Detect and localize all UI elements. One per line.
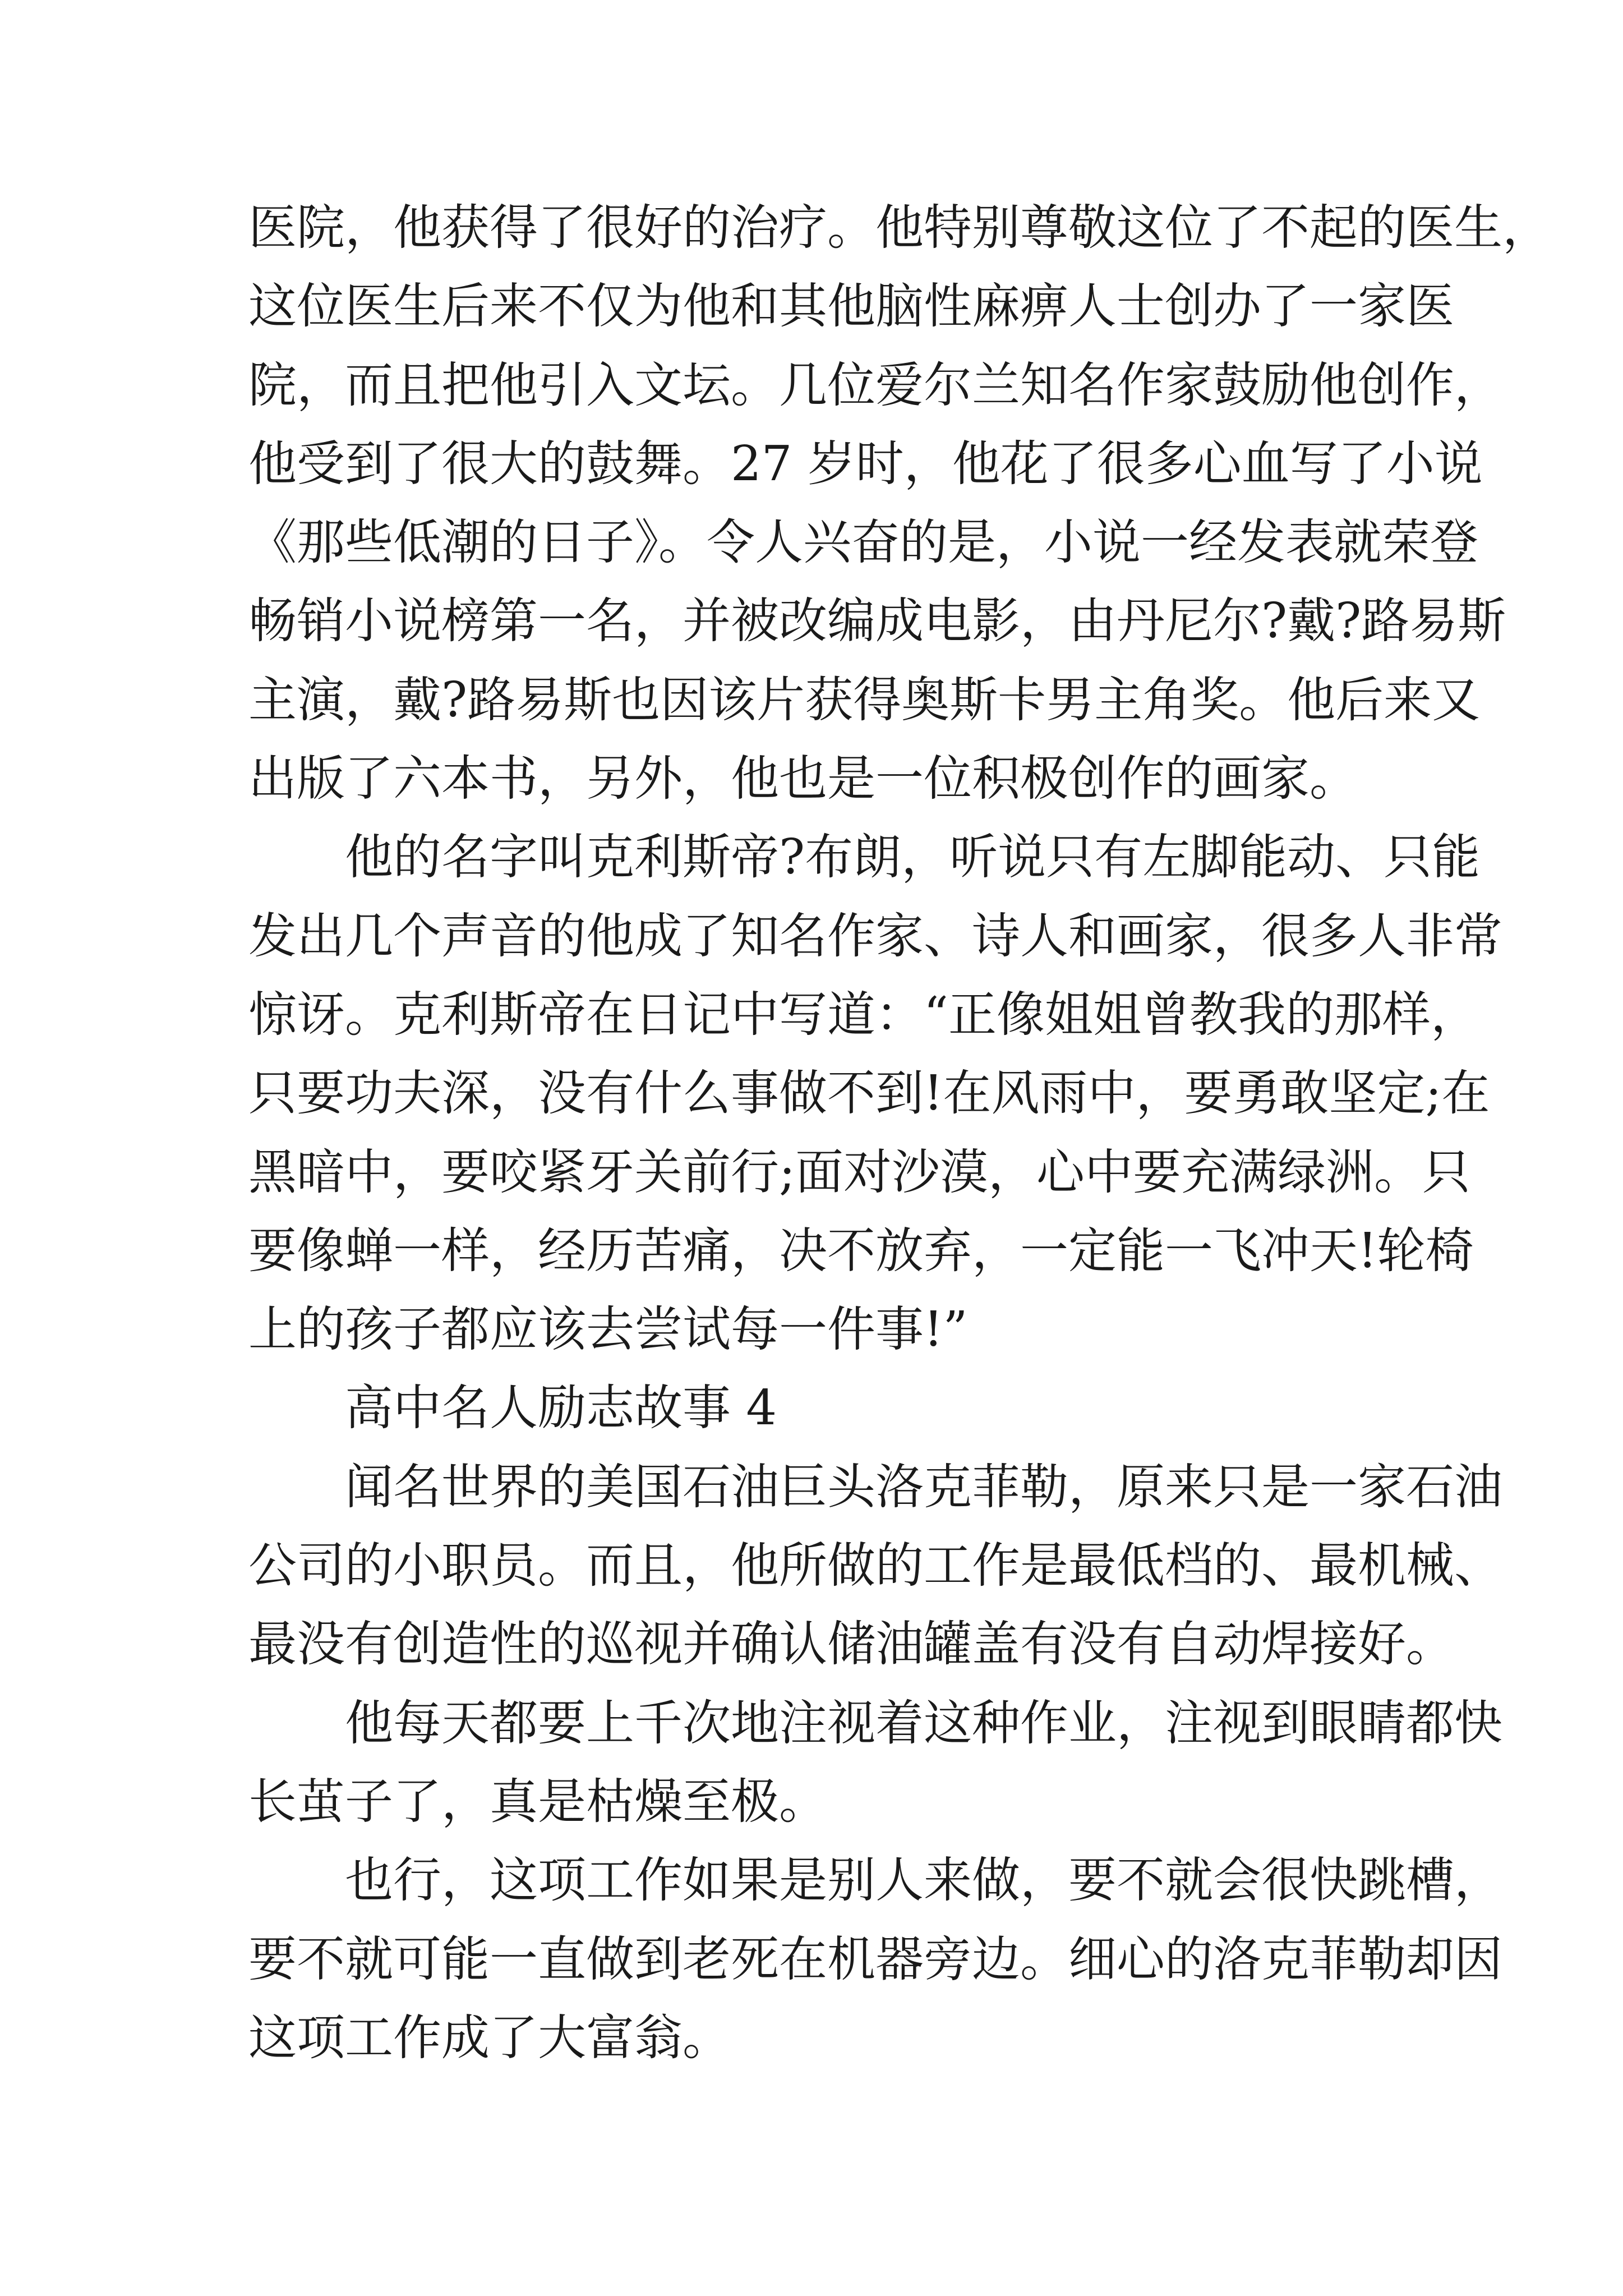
paragraph-first-line: 他的名字叫克利斯帝?布朗，听说只有左脚能动、只能 (345, 829, 1481, 886)
text-line: 要不就可能一直做到老死在机器旁边。细心的洛克菲勒却因 (248, 1931, 1502, 1987)
text-line: 上的孩子都应该去尝试每一件事!” (248, 1301, 968, 1358)
paragraph-first-line: 他每天都要上千次地注视着这种作业，注视到眼睛都快 (345, 1695, 1502, 1751)
text-line: 他受到了很大的鼓舞。27 岁时，他花了很多心血写了小说 (248, 435, 1483, 492)
text-line: 公司的小职员。而且，他所做的工作是最低档的、最机械、 (248, 1538, 1502, 1594)
text-line: 畅销小说榜第一名，并被改编成电影，由丹尼尔?戴?路易斯 (248, 593, 1506, 650)
text-line: 出版了六本书，另外，他也是一位积极创作的画家。 (248, 751, 1358, 807)
text-line: 惊讶。克利斯帝在日记中写道：“正像姐姐曾教我的那样， (248, 986, 1479, 1043)
text-line: 只要功夫深，没有什么事做不到!在风雨中，要勇敢坚定;在 (248, 1065, 1490, 1122)
document-body (248, 188, 1551, 2077)
text-line: 发出几个声音的他成了知名作家、诗人和画家，很多人非常 (248, 908, 1502, 964)
text-line: 黑暗中，要咬紧牙关前行;面对沙漠，心中要充满绿洲。只 (248, 1144, 1470, 1200)
text-line: 最没有创造性的巡视并确认储油罐盖有没有自动焊接好。 (248, 1616, 1454, 1673)
paragraph-first-line: 闻名世界的美国石油巨头洛克菲勒，原来只是一家石油 (345, 1458, 1502, 1515)
text-line: 医院，他获得了很好的治疗。他特别尊敬这位了不起的医生， (248, 200, 1551, 256)
text-line: 要像蝉一样，经历苦痛，决不放弃，一定能一飞冲天!轮椅 (248, 1222, 1474, 1279)
paragraph-first-line: 也行，这项工作如果是别人来做，要不就会很快跳槽， (345, 1852, 1502, 1909)
text-line: 长茧子了，真是枯燥至极。 (248, 1773, 827, 1830)
text-line: 院，而且把他引入文坛。几位爱尔兰知名作家鼓励他创作， (248, 357, 1502, 413)
section-heading: 高中名人励志故事 4 (345, 1380, 777, 1437)
text-line: 这项工作成了大富翁。 (248, 2009, 731, 2066)
text-line: 《那些低潮的日子》。令人兴奋的是，小说一经发表就荣登 (248, 514, 1478, 571)
text-line: 主演，戴?路易斯也因该片获得奥斯卡男主角奖。他后来又 (248, 671, 1481, 728)
text-line: 这位医生后来不仅为他和其他脑性麻痹人士创办了一家医 (248, 278, 1454, 335)
